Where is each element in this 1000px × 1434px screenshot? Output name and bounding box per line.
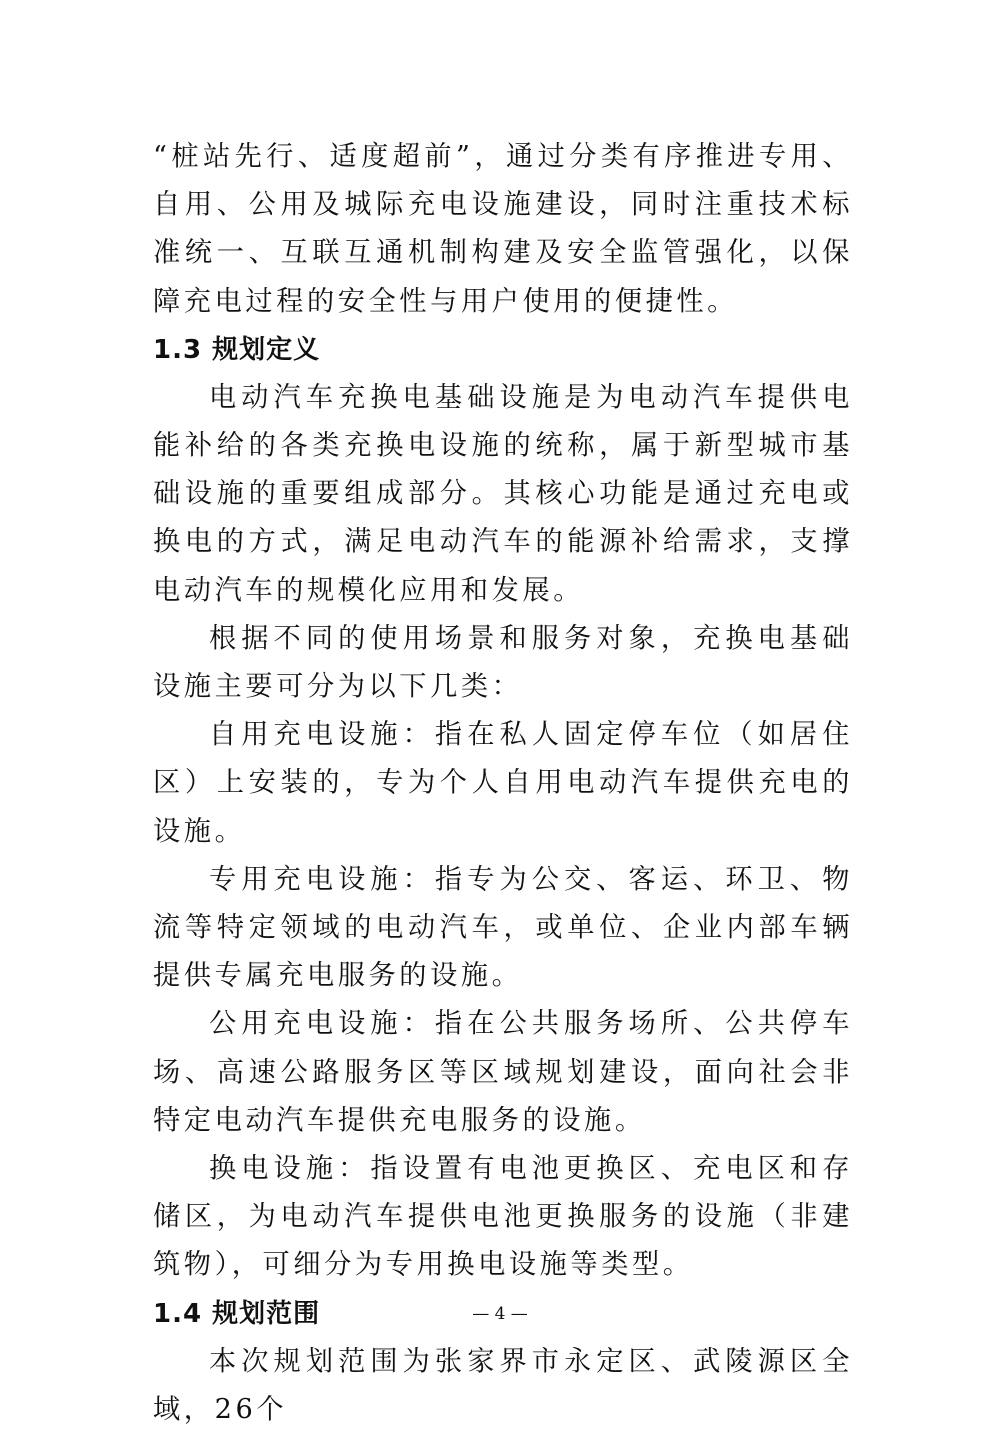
page-number: — 4 —: [472, 1304, 528, 1324]
private-charging-paragraph: 自用充电设施：指在私人固定停车位（如居住区）上安装的，专为个人自用电动汽车提供充电的设施。: [153, 719, 853, 847]
section-heading-1-4: 1.4 规划范围: [153, 1298, 321, 1329]
scope-paragraph: 本次规划范围为张家界市永定区、武陵源区全域，26个: [153, 1345, 853, 1425]
section-heading-1-3: 1.3 规划定义: [153, 334, 321, 365]
page-body: [153, 133, 853, 1434]
category-intro-paragraph: 根据不同的使用场景和服务对象，充换电基础设施主要可分为以下几类：: [153, 622, 853, 703]
intro-paragraph: “桩站先行、适度超前”，通过分类有序推进专用、自用、公用及城际充电设施建设，同时注重技术标准统一、互联互通机制构建及安全监管强化，以保障充电过程的安全性与用户使用的便捷性。: [153, 141, 853, 317]
battery-swap-paragraph: 换电设施：指设置有电池更换区、充电区和存储区，为电动汽车提供电池更换服务的设施（非建筑物），可细分为专用换电设施等类型。: [153, 1153, 853, 1281]
public-charging-paragraph: 公用充电设施：指在公共服务场所、公共停车场、高速公路服务区等区域规划建设，面向社会非特定电动汽车提供充电服务的设施。: [153, 1008, 853, 1136]
dedicated-charging-paragraph: 专用充电设施：指专为公交、客运、环卫、物流等特定领域的电动汽车，或单位、企业内部车辆提供专属充电服务的设施。: [153, 863, 853, 992]
definition-paragraph: 电动汽车充换电基础设施是为电动汽车提供电能补给的各类充换电设施的统称，属于新型城市基础设施的重要组成部分。其核心功能是通过充电或换电的方式，满足电动汽车的能源补给需求，支撑电动汽车的规模化应用和发展。: [153, 381, 853, 606]
